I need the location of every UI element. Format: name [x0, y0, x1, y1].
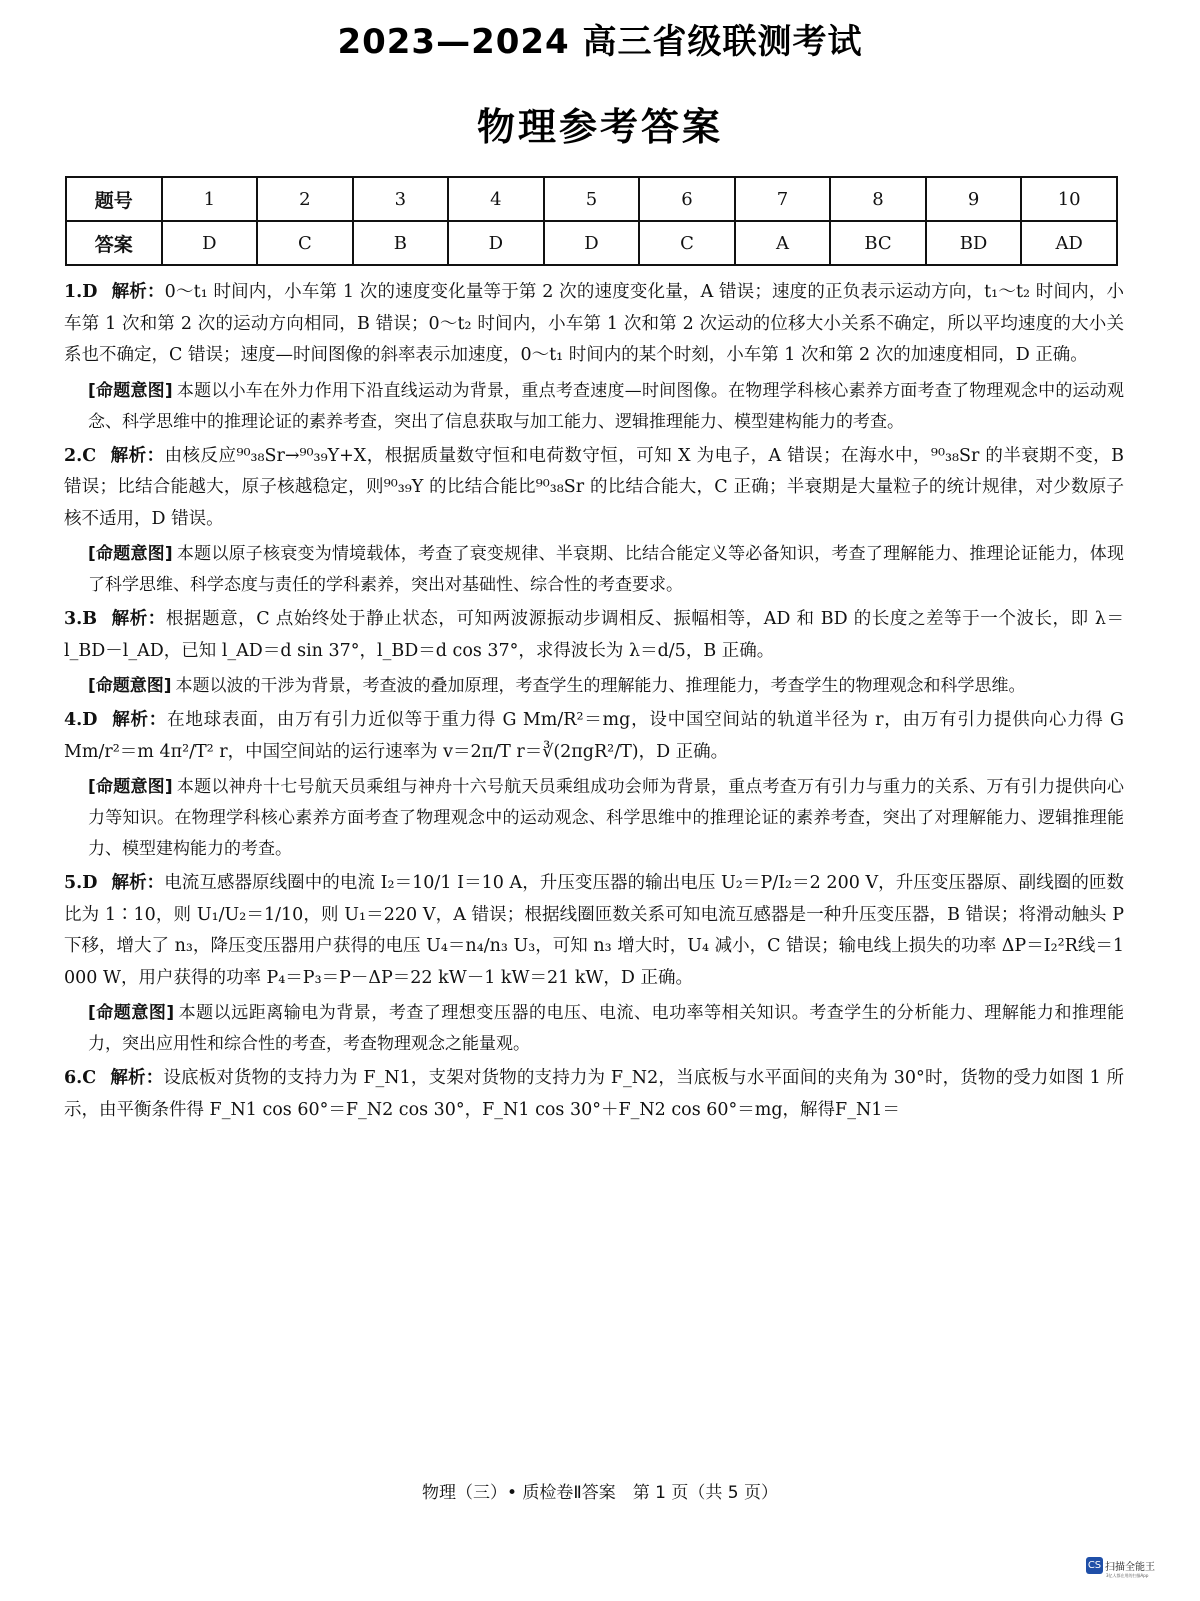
intent-label: [命题意图] [88, 544, 173, 564]
question-number: 2.C [64, 445, 97, 466]
intent-text: 本题以远距离输电为背景，考查了理想变压器的电压、电流、电功率等相关知识。考查学生的分析能力、理解能力和推理能力，突出应用性和综合性的考查，考查物理观念之能量观。 [88, 1003, 1124, 1054]
intent-label: [命题意图] [88, 777, 173, 797]
analysis-text: 在地球表面，由万有引力近似等于重力得 G Mm/R²＝mg，设中国空间站的轨道半径为 r，由万有引力提供向心力得 G Mm/r²＝m 4π²/T² r，中国空间站的运行速率为 v＝2π/T r＝∛(2πgR²/T)，D 正确。 [64, 710, 1124, 762]
table-cell: BD [926, 221, 1022, 265]
table-cell: 2 [257, 177, 353, 221]
watermark-text: 扫描全能王 [1105, 1562, 1155, 1573]
row-label: 题号 [66, 177, 162, 221]
table-cell: 10 [1021, 177, 1117, 221]
table-cell: 9 [926, 177, 1022, 221]
question-number: 1.D [64, 282, 98, 302]
intent-q5 [88, 998, 1124, 1060]
table-cell: A [735, 221, 831, 265]
analysis-text: 根据题意，C 点始终处于静止状态，可知两波源振动步调相反、振幅相等，AD 和 BD 的长度之差等于一个波长，即 λ＝l_BD－l_AD，已知 l_AD＝d sin 37°，l_BD＝d cos 37°，求得波长为 λ＝d/5，B 正确。 [64, 609, 1124, 661]
intent-text: 本题以波的干涉为背景，考查波的叠加原理，考查学生的理解能力、推理能力，考查学生的物理观念和科学思维。 [175, 676, 1026, 696]
answer-table [65, 176, 1118, 266]
analysis-label: 解析： [110, 1068, 164, 1088]
analysis-text: 电流互感器原线圈中的电流 I₂＝10/1 I＝10 A，升压变压器的输出电压 U₂＝P/I₂＝2 200 V，升压变压器原、副线圈的匝数比为 1∶10，则 U₁/U₂＝1/10，则 U₁＝220 V，A 错误；根据线圈匝数关系可知电流互感器是一种升压变压器，B 错误；将滑动触头 P 下移，增大了 n₃，降压变压器用户获得的电压 U₄＝n₄/n₃ U₃，可知 n₃ 增大时，U₄ 减小，C 错误；输电线上损失的功率 ΔP＝I₂²R线＝1 000 W，用户获得的功率 P₄＝P₃＝P－ΔP＝22 kW－1 kW＝21 kW，D 正确。 [64, 873, 1124, 988]
table-cell: D [162, 221, 258, 265]
solution-q2 [64, 441, 1124, 536]
table-cell: C [639, 221, 735, 265]
table-cell: 1 [162, 177, 258, 221]
scanner-watermark [1086, 1555, 1155, 1578]
watermark-subtext: 3亿人都在用的扫描App [1106, 1573, 1149, 1578]
question-number-row [66, 177, 1117, 221]
table-cell: 6 [639, 177, 735, 221]
row-label: 答案 [66, 221, 162, 265]
analysis-label: 解析： [110, 445, 165, 466]
exam-title: 2023—2024 高三省级联测考试 [337, 22, 863, 62]
solution-q3 [64, 604, 1124, 667]
question-number: 4.D [64, 710, 98, 730]
analysis-label: 解析： [111, 710, 168, 730]
analysis-label: 解析： [111, 873, 165, 893]
intent-label: [命题意图] [88, 676, 172, 696]
solution-q4 [64, 705, 1124, 768]
table-cell: 7 [735, 177, 831, 221]
analysis-text: 0～t₁ 时间内，小车第 1 次的速度变化量等于第 2 次的速度变化量，A 错误；速度的正负表示运动方向，t₁～t₂ 时间内，小车第 1 次和第 2 次的运动方向相同，B 错误；0～t₂ 时间内，小车第 1 次和第 2 次运动的位移大小关系不确定，所以平均速度的大小关系也不确定，C 错误；速度—时间图像的斜率表示加速度，0～t₁ 时间内的某个时刻，小车第 1 次和第 2 次的加速度相同，D 正确。 [64, 282, 1125, 365]
analysis-label: 解析： [111, 282, 165, 302]
solution-q5 [64, 868, 1124, 994]
table-cell: BC [830, 221, 926, 265]
intent-label: [命题意图] [88, 380, 173, 401]
analysis-text: 设底板对货物的支持力为 F_N1，支架对货物的支持力为 F_N2，当底板与水平面间的夹角为 30°时，货物的受力如图 1 所示，由平衡条件得 F_N1 cos 60°＝F_N2 cos 30°，F_N1 cos 30°＋F_N2 cos 60°＝mg，解得F_N1＝ [64, 1068, 1125, 1120]
intent-q1 [88, 376, 1124, 438]
question-number: 5.D [64, 873, 98, 893]
intent-q3 [88, 671, 1124, 702]
answer-row [66, 221, 1117, 265]
solution-q6 [64, 1063, 1124, 1126]
question-number: 6.C [64, 1068, 97, 1088]
intent-text: 本题以原子核衰变为情境载体，考查了衰变规律、半衰期、比结合能定义等必备知识，考查了理解能力、推理论证能力，体现了科学思维、科学态度与责任的学科素养，突出对基础性、综合性的考查要求。 [88, 544, 1125, 595]
table-cell: 4 [448, 177, 544, 221]
table-cell: D [544, 221, 640, 265]
table-cell: D [448, 221, 544, 265]
analysis-label: 解析： [111, 609, 166, 629]
table-cell: AD [1021, 221, 1117, 265]
table-cell: 5 [544, 177, 640, 221]
table-cell: B [353, 221, 449, 265]
intent-q2 [88, 539, 1124, 601]
question-number: 3.B [64, 609, 98, 629]
intent-q4 [88, 772, 1124, 865]
analysis-text: 由核反应⁹⁰₃₈Sr→⁹⁰₃₉Y+X，根据质量数守恒和电荷数守恒，可知 X 为电子，A 错误；在海水中，⁹⁰₃₈Sr 的半衰期不变，B 错误；比结合能越大，原子核越稳定，则⁹⁰₃₉Y 的比结合能比⁹⁰₃₈Sr 的比结合能大，C 正确；半衰期是大量粒子的统计规律，对少数原子核不适用，D 错误。 [64, 445, 1125, 529]
page-footer: 物理（三）• 质检卷Ⅱ答案 第 1 页（共 5 页） [421, 1483, 779, 1503]
table-cell: C [257, 221, 353, 265]
intent-label: [命题意图] [88, 1003, 175, 1023]
page-subtitle: 物理参考答案 [476, 105, 723, 149]
table-cell: 8 [830, 177, 926, 221]
solutions-section [64, 277, 1124, 1126]
intent-text: 本题以小车在外力作用下沿直线运动为背景，重点考查速度—时间图像。在物理学科核心素养方面考查了物理观念中的运动观念、科学思维中的推理论证的素养考查，突出了信息获取与加工能力、逻辑推理能力、模型建构能力的考查。 [88, 380, 1125, 432]
table-cell: 3 [353, 177, 449, 221]
camscanner-logo-icon: CS [1086, 1557, 1103, 1574]
intent-text: 本题以神舟十七号航天员乘组与神舟十六号航天员乘组成功会师为背景，重点考查万有引力与重力的关系、万有引力提供向心力等知识。在物理学科核心素养方面考查了物理观念中的运动观念、科学思维中的推理论证的素养考查，突出了对理解能力、逻辑推理能力、模型建构能力的考查。 [88, 777, 1125, 859]
solution-q1 [64, 277, 1124, 372]
